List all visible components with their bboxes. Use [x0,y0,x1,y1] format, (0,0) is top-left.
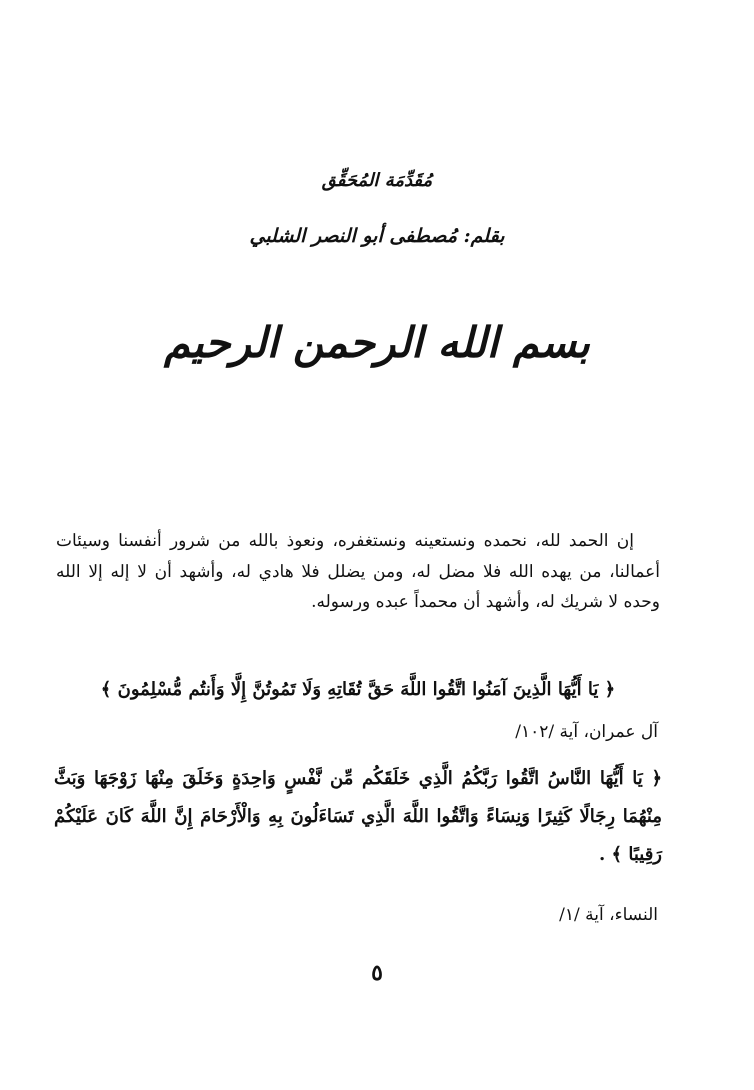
page-number: ٥ [371,960,383,986]
basmala: بسم الله الرحمن الرحيم [164,318,590,367]
opening-paragraph: إن الحمد لله، نحمده ونستعينه ونستغفره، ونعوذ بالله من شرور أنفسنا وسيئات أعمالنا، من يهده الله فلا مضل له، ومن يضلل فلا هادي له، وأشهد أن لا إله إلا الله وحده لا شريك له، وأشهد أن محمداً عبده ورسوله. [56,531,660,612]
opening-paragraph-block [56,526,660,618]
author-line: بقلم: مُصطفى أبو النصر الشلبي [249,225,505,247]
verse-citation-an-nisa: النساء، آية /١/ [559,905,658,925]
quran-verse-al-imran: ﴿ يَا أَيُّهَا الَّذِينَ آمَنُوا اتَّقُوا اللَّهَ حَقَّ تُقَاتِهِ وَلَا تَمُوتُنَّ إِلَّا وَأَنتُم مُّسْلِمُونَ ﴾ [100,679,616,700]
introduction-title: مُقَدِّمَة المُحَقِّق [321,170,433,191]
quran-verse-an-nisa: ﴿ يَا أَيُّهَا النَّاسُ اتَّقُوا رَبَّكُمُ الَّذِي خَلَقَكُم مِّن نَّفْسٍ وَاحِدَةٍ وَخَلَقَ مِنْهَا زَوْجَهَا وَبَثَّ مِنْهُمَا رِجَالًا كَثِيرًا وَنِسَاءً وَاتَّقُوا اللَّهَ الَّذِي تَسَاءَلُونَ بِهِ وَالْأَرْحَامَ إِنَّ اللَّهَ كَانَ عَلَيْكُمْ رَقِيبًا ﴾ . [54,768,662,865]
verse-citation-al-imran: آل عمران، آية /١٠٢/ [515,722,658,742]
